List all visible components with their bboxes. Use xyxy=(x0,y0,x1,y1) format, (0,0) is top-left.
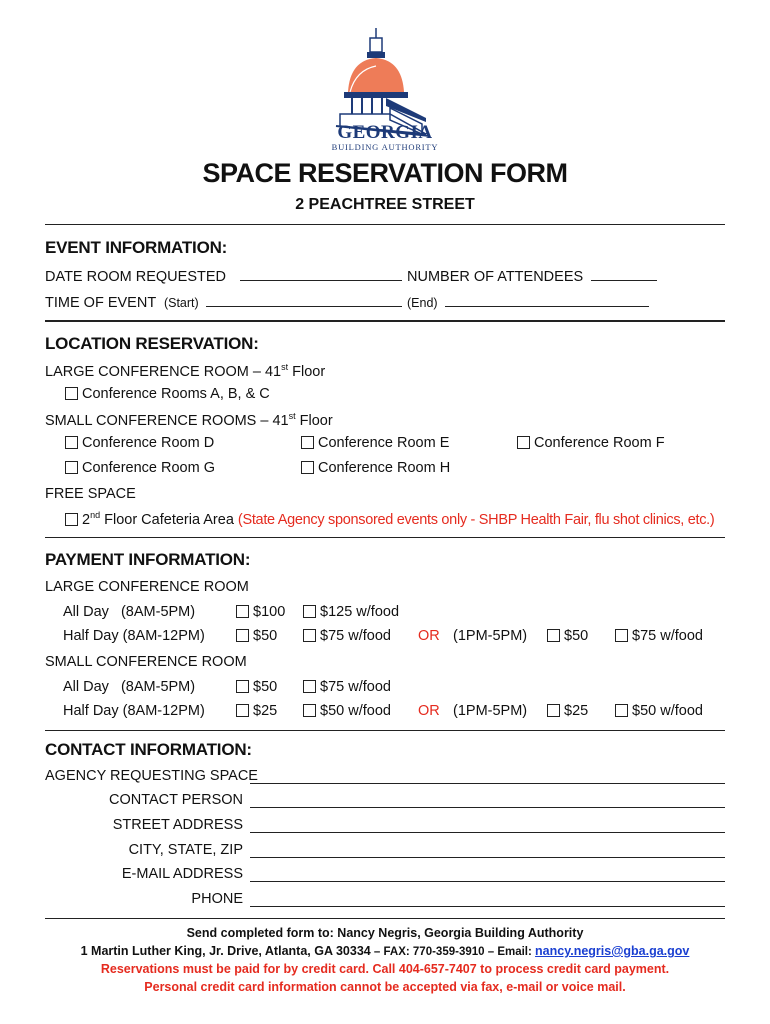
large-halfday-food-option: $75 w/food xyxy=(303,628,391,644)
agency-field[interactable] xyxy=(250,783,725,784)
time-row xyxy=(45,292,402,311)
room-h-option: Conference Room H xyxy=(301,460,450,476)
pm-hours-label: (1PM-5PM) xyxy=(453,628,528,644)
footer-address: 1 Martin Luther King, Jr. Drive, Atlanta, GA 30334 – FAX: 770-359-3910 – Email: nancy.negris@gba.ga.gov xyxy=(80,944,690,958)
contact-heading: CONTACT INFORMATION: xyxy=(45,740,252,759)
large-allday-option: $100 xyxy=(236,604,285,620)
large-pm-option: $50 xyxy=(547,628,588,644)
small-halfday-checkbox[interactable] xyxy=(236,704,249,717)
room-d-option: Conference Room D xyxy=(65,435,214,451)
small-halfday-food-option: $50 w/food xyxy=(303,703,391,719)
cafeteria-checkbox[interactable] xyxy=(65,513,78,526)
footer-payment-note: Reservations must be paid for by credit card. Call 404-657-7407 to process credit card payment. xyxy=(100,962,670,976)
form-title: SPACE RESERVATION FORM xyxy=(202,158,568,188)
large-halfday-checkbox[interactable] xyxy=(236,629,249,642)
or-label: OR xyxy=(418,628,440,644)
attendees-row xyxy=(407,266,657,285)
payment-heading: PAYMENT INFORMATION: xyxy=(45,550,251,569)
large-allday-checkbox[interactable] xyxy=(236,605,249,618)
footer-credit-note: Personal credit card information cannot be accepted via fax, e-mail or voice mail. xyxy=(144,980,626,994)
small-allday-checkbox[interactable] xyxy=(236,680,249,693)
small-pm-food-checkbox[interactable] xyxy=(615,704,628,717)
email-field[interactable] xyxy=(250,881,725,882)
email-link[interactable]: nancy.negris@gba.ga.gov xyxy=(535,944,690,958)
location-heading: LOCATION RESERVATION: xyxy=(45,334,259,353)
form-subtitle: 2 PEACHTREE STREET xyxy=(295,196,475,213)
contact-person-field[interactable] xyxy=(250,807,725,808)
time-label: TIME OF EVENT xyxy=(45,295,156,311)
end-time-field[interactable] xyxy=(445,292,649,307)
small-allday-food-option: $75 w/food xyxy=(303,679,391,695)
small-allday-food-checkbox[interactable] xyxy=(303,680,316,693)
city-field[interactable] xyxy=(250,857,725,858)
large-allday-food-checkbox[interactable] xyxy=(303,605,316,618)
cafeteria-note: (State Agency sponsored events only - SHBP Health Fair, flu shot clinics, etc.) xyxy=(237,511,715,528)
small-pm-option: $25 xyxy=(547,703,588,719)
phone-field[interactable] xyxy=(250,906,725,907)
room-d-checkbox[interactable] xyxy=(65,436,78,449)
org-name: GEORGIA xyxy=(337,122,433,143)
attendees-label: NUMBER OF ATTENDEES xyxy=(407,269,584,285)
email-label: E-MAIL ADDRESS xyxy=(121,866,243,882)
divider xyxy=(45,224,725,225)
room-g-option: Conference Room G xyxy=(65,460,215,476)
small-pm-food-option: $50 w/food xyxy=(615,703,703,719)
divider xyxy=(45,537,725,538)
large-allday-label: All Day (8AM-5PM) xyxy=(63,604,196,620)
or-label: OR xyxy=(418,703,440,719)
end-label: (End) xyxy=(407,296,438,310)
large-halfday-label: Half Day (8AM-12PM) xyxy=(63,628,205,644)
attendees-field[interactable] xyxy=(591,266,657,281)
small-allday-option: $50 xyxy=(236,679,277,695)
room-g-checkbox[interactable] xyxy=(65,461,78,474)
room-h-checkbox[interactable] xyxy=(301,461,314,474)
small-halfday-food-checkbox[interactable] xyxy=(303,704,316,717)
small-halfday-option: $25 xyxy=(236,703,277,719)
large-halfday-option: $50 xyxy=(236,628,277,644)
large-room-label: LARGE CONFERENCE ROOM – 41st Floor xyxy=(45,362,326,380)
footer-send-to: Send completed form to: Nancy Negris, Georgia Building Authority xyxy=(186,926,584,940)
large-pm-food-option: $75 w/food xyxy=(615,628,703,644)
large-halfday-food-checkbox[interactable] xyxy=(303,629,316,642)
small-pm-checkbox[interactable] xyxy=(547,704,560,717)
end-time-row xyxy=(407,292,649,311)
divider xyxy=(45,730,725,731)
date-label: DATE ROOM REQUESTED xyxy=(45,269,226,285)
large-pm-food-checkbox[interactable] xyxy=(615,629,628,642)
event-heading: EVENT INFORMATION: xyxy=(45,238,228,257)
street-field[interactable] xyxy=(250,832,725,833)
cafeteria-option: 2nd Floor Cafeteria Area (State Agency sponsored events only - SHBP Health Fair, flu shot clinics, etc.) xyxy=(65,510,714,528)
date-requested-row xyxy=(45,266,402,285)
small-halfday-label: Half Day (8AM-12PM) xyxy=(63,703,205,719)
city-label: CITY, STATE, ZIP xyxy=(128,842,243,858)
room-e-option: Conference Room E xyxy=(301,435,449,451)
street-label: STREET ADDRESS xyxy=(112,817,243,833)
org-subname: BUILDING AUTHORITY xyxy=(331,142,439,152)
free-space-label: FREE SPACE xyxy=(45,486,136,502)
room-e-checkbox[interactable] xyxy=(301,436,314,449)
date-field[interactable] xyxy=(240,266,402,281)
large-rooms-option: Conference Rooms A, B, & C xyxy=(65,386,270,402)
room-f-option: Conference Room F xyxy=(517,435,665,451)
start-label: (Start) xyxy=(163,296,199,310)
pay-large-label: LARGE CONFERENCE ROOM xyxy=(45,579,249,595)
agency-label: AGENCY REQUESTING SPACE xyxy=(45,768,258,784)
divider xyxy=(45,918,725,919)
large-pm-checkbox[interactable] xyxy=(547,629,560,642)
start-time-field[interactable] xyxy=(206,292,402,307)
large-allday-food-option: $125 w/food xyxy=(303,604,399,620)
phone-label: PHONE xyxy=(191,891,243,907)
small-allday-label: All Day (8AM-5PM) xyxy=(63,679,196,695)
small-room-label: SMALL CONFERENCE ROOMS – 41st Floor xyxy=(45,411,333,429)
room-f-checkbox[interactable] xyxy=(517,436,530,449)
contact-person-label: CONTACT PERSON xyxy=(108,792,243,808)
large-rooms-checkbox[interactable] xyxy=(65,387,78,400)
pm-hours-label: (1PM-5PM) xyxy=(453,703,528,719)
divider xyxy=(45,320,725,322)
pay-small-label: SMALL CONFERENCE ROOM xyxy=(45,654,247,670)
